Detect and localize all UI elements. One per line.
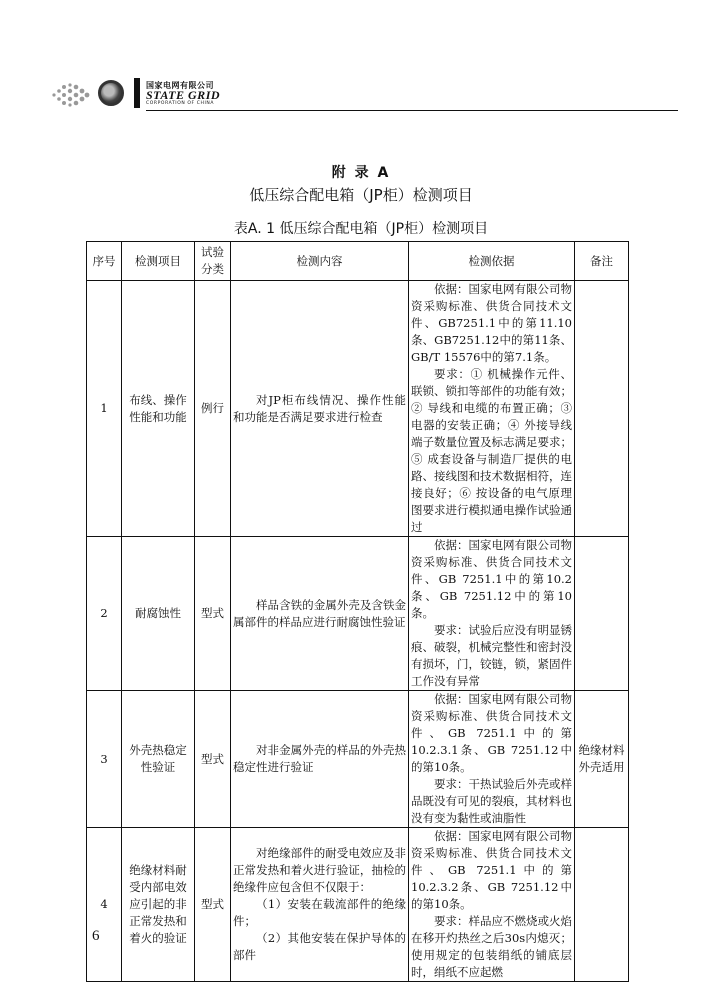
table-header-row bbox=[87, 242, 629, 281]
basis-requirement: 要求：① 机械操作元件、联锁、锁扣等部件的功能有效；② 导线和电缆的布置正确；③ 电器的安装正确；④ 外接导线端子数量位置及标志满足要求；⑤ 成套设备与制造厂提供的电路、接线图和技术数据相符，连接良好；⑥ 按设备的电气原理图要求进行模拟通电操作试验通过 bbox=[411, 367, 572, 534]
row-no: 4 bbox=[87, 828, 122, 982]
row-category: 型式 bbox=[195, 691, 231, 828]
state-grid-logo-icon bbox=[98, 80, 124, 106]
row-no: 1 bbox=[87, 281, 122, 537]
table-row bbox=[87, 537, 629, 691]
page-number: 6 bbox=[92, 928, 100, 944]
row-basis bbox=[409, 537, 575, 691]
header-rule bbox=[146, 110, 678, 111]
inspection-table bbox=[86, 241, 629, 982]
table-caption: 表A. 1 低压综合配电箱（JP柜）检测项目 bbox=[233, 221, 489, 237]
col-header-category: 试验分类 bbox=[195, 242, 231, 281]
col-header-note: 备注 bbox=[575, 242, 629, 281]
header-divider-bar bbox=[134, 78, 140, 108]
table-row bbox=[87, 691, 629, 828]
dot-pattern-icon bbox=[50, 82, 90, 108]
doc-title: 低压综合配电箱（JP柜）检测项目 bbox=[249, 186, 473, 204]
row-content: 对非金属外壳的样品的外壳热稳定性进行验证 bbox=[231, 691, 409, 828]
row-item: 耐腐蚀性 bbox=[122, 537, 195, 691]
col-header-basis: 检测依据 bbox=[409, 242, 575, 281]
row-basis bbox=[409, 828, 575, 982]
col-header-no: 序号 bbox=[87, 242, 122, 281]
appendix-label: 附 录 A bbox=[331, 165, 391, 181]
row-item: 布线、操作性能和功能 bbox=[122, 281, 195, 537]
content-list-item: （2）其他安装在保护导体的部件 bbox=[233, 931, 406, 962]
row-note bbox=[575, 828, 629, 982]
row-category: 型式 bbox=[195, 828, 231, 982]
basis-source: 依据：国家电网有限公司物资采购标准、供货合同技术文件、GB 7251.1中的第10.2.3.2条、GB 7251.12中的第10条。 bbox=[411, 829, 572, 911]
row-content: 对JP柜布线情况、操作性能和功能是否满足要求进行检查 bbox=[231, 281, 409, 537]
basis-requirement: 要求：样品应不燃烧或火焰在移开灼热丝之后30s内熄灭；使用规定的包装绢纸的铺底层时，绢纸不应起燃 bbox=[411, 914, 572, 979]
company-name-en: STATE GRID bbox=[146, 88, 221, 102]
basis-source: 依据：国家电网有限公司物资采购标准、供货合同技术文件、GB 7251.1中的第10.2条、GB 7251.12中的第10条。 bbox=[411, 538, 572, 620]
content-list-item: （1）安装在载流部件的绝缘件； bbox=[233, 897, 406, 928]
row-category: 例行 bbox=[195, 281, 231, 537]
row-content: 样品含铁的金属外壳及含铁金属部件的样品应进行耐腐蚀性验证 bbox=[231, 537, 409, 691]
basis-source: 依据：国家电网有限公司物资采购标准、供货合同技术文件、GB 7251.1中的第10.2.3.1条、GB 7251.12中的第10条。 bbox=[411, 692, 572, 774]
row-no: 2 bbox=[87, 537, 122, 691]
row-no: 3 bbox=[87, 691, 122, 828]
col-header-item: 检测项目 bbox=[122, 242, 195, 281]
page-header bbox=[50, 72, 630, 112]
basis-requirement: 要求：试验后应没有明显锈痕、破裂，机械完整性和密封没有损坏，门，铰链，锁，紧固件工作没有异常 bbox=[411, 623, 572, 688]
basis-requirement: 要求：干热试验后外壳或样品既没有可见的裂痕，其材料也没有变为黏性或油脂性 bbox=[411, 777, 572, 825]
company-name-sub: CORPORATION OF CHINA bbox=[146, 101, 215, 106]
table-row bbox=[87, 828, 629, 982]
col-header-content: 检测内容 bbox=[231, 242, 409, 281]
row-basis bbox=[409, 691, 575, 828]
row-content: 对绝缘部件的耐受电效应及非正常发热和着火进行验证，抽检的绝缘件应包含但不仅限于： （1）安装在载流部件的绝缘件； （2）其他安装在保护导体的部件 bbox=[231, 828, 409, 982]
row-note bbox=[575, 281, 629, 537]
row-basis bbox=[409, 281, 575, 537]
row-item: 绝缘材料耐受内部电效应引起的非正常发热和着火的验证 bbox=[122, 828, 195, 982]
table-row bbox=[87, 281, 629, 537]
row-note: 绝缘材料外壳适用 bbox=[575, 691, 629, 828]
basis-source: 依据：国家电网有限公司物资采购标准、供货合同技术文件、GB7251.1中的第11.10条、GB7251.12中的第11条、GB/T 15576中的第7.1条。 bbox=[411, 282, 572, 364]
company-name-cn: 国家电网有限公司 bbox=[146, 81, 214, 90]
row-item: 外壳热稳定性验证 bbox=[122, 691, 195, 828]
row-category: 型式 bbox=[195, 537, 231, 691]
row-note bbox=[575, 537, 629, 691]
